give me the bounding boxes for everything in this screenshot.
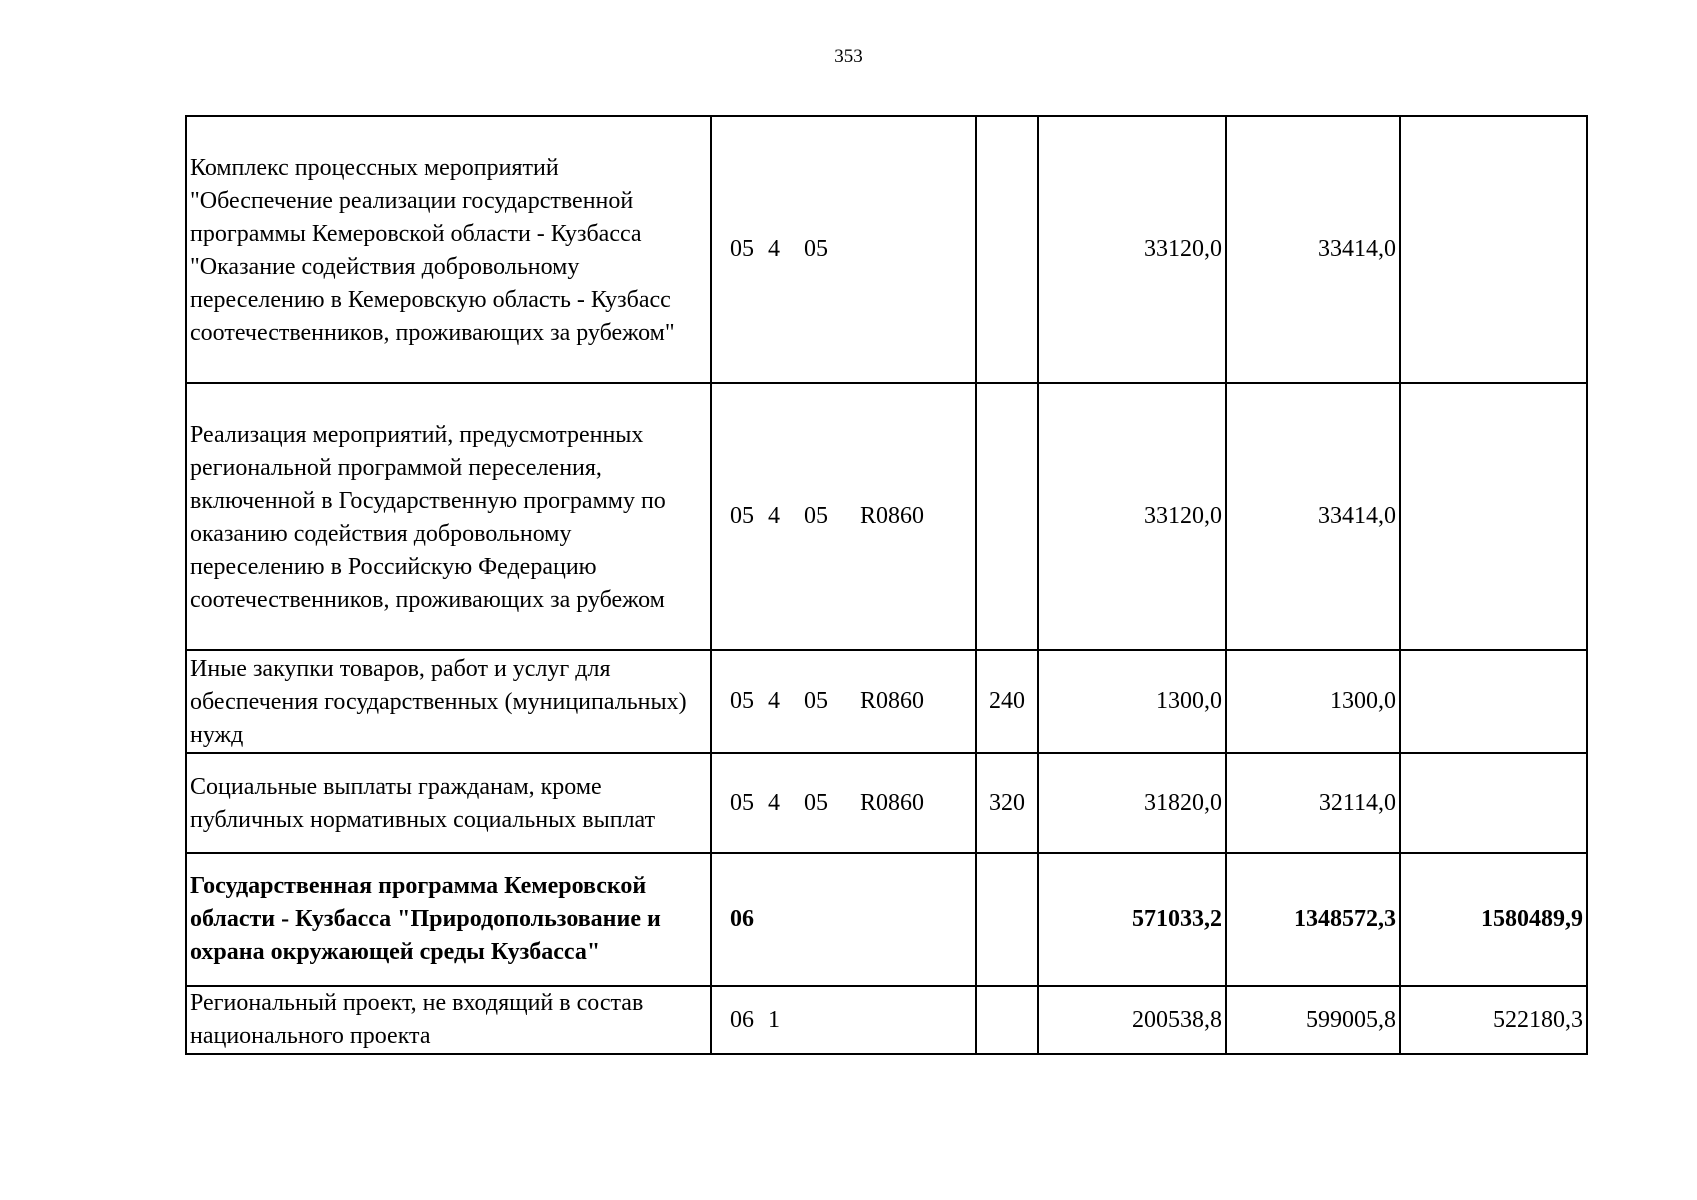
expense-type-cell [976,116,1038,383]
row-codes-cell [711,986,976,1054]
expense-type-cell: 320 [976,753,1038,853]
row-name-cell: Комплекс процессных мероприятий "Обеспечение реализации государственной программы Кемеровской области - Кузбасса "Оказание содействия добровольному переселению в Кемеровскую область - Кузбасс соотечественников, проживающих за рубежом" [186,116,711,383]
amount-year3-cell [1400,650,1587,753]
row-codes-cell [711,650,976,753]
page-number: 353 [834,46,863,67]
program-code: 05 [730,236,754,262]
table-row [186,650,1587,753]
table-row [186,383,1587,650]
expense-type-cell: 240 [976,650,1038,753]
row-name-cell: Региональный проект, не входящий в состав национального проекта [186,986,711,1054]
amount-year3-cell [1400,753,1587,853]
direction-code: R0860 [860,789,925,816]
subprogram-code: 4 [768,789,780,816]
subprogram-code: 4 [768,688,780,714]
amount-year2-cell: 1300,0 [1226,650,1400,753]
amount-year2-cell: 1348572,3 [1226,853,1400,986]
amount-year1-cell: 1300,0 [1038,650,1226,753]
amount-year3-cell [1400,383,1587,650]
expense-type-cell [976,853,1038,986]
expense-type-cell [976,986,1038,1054]
row-name-cell: Реализация мероприятий, предусмотренных региональной программой переселения, включенной в Государственную программу по оказанию содействия добровольному переселению в Российскую Федерацию соотечественников, проживающих за рубежом [186,383,711,650]
amount-year2-cell: 33414,0 [1226,383,1400,650]
expense-type-cell [976,383,1038,650]
table-row [186,753,1587,853]
amount-year2-cell: 32114,0 [1226,753,1400,853]
subprogram-code: 1 [768,1006,780,1033]
program-code: 05 [730,503,754,529]
program-code: 06 [730,906,754,932]
row-name-cell: Государственная программа Кемеровской области - Кузбасса "Природопользование и охрана окружающей среды Кузбасса" [186,853,711,986]
amount-year1-cell: 571033,2 [1038,853,1226,986]
budget-table [185,115,1588,1055]
row-codes-cell [711,116,976,383]
program-code: 06 [730,1006,754,1033]
amount-year1-cell: 33120,0 [1038,383,1226,650]
amount-year2-cell: 599005,8 [1226,986,1400,1054]
table-row [186,986,1587,1054]
amount-year3-cell: 522180,3 [1400,986,1587,1054]
amount-year3-cell [1400,116,1587,383]
program-code: 05 [730,688,754,714]
row-name-cell: Социальные выплаты гражданам, кроме публичных нормативных социальных выплат [186,753,711,853]
event-code: 05 [804,236,828,262]
row-codes-cell [711,383,976,650]
amount-year2-cell: 33414,0 [1226,116,1400,383]
direction-code: R0860 [860,688,925,714]
row-codes-cell [711,753,976,853]
amount-year1-cell: 31820,0 [1038,753,1226,853]
amount-year1-cell: 33120,0 [1038,116,1226,383]
amount-year3-cell: 1580489,9 [1400,853,1587,986]
direction-code: R0860 [860,503,925,529]
subprogram-code: 4 [768,503,780,529]
event-code: 05 [804,503,828,529]
amount-year1-cell: 200538,8 [1038,986,1226,1054]
table-row [186,116,1587,383]
row-name-cell: Иные закупки товаров, работ и услуг для обеспечения государственных (муниципальных) нужд [186,650,711,753]
event-code: 05 [804,688,828,714]
event-code: 05 [804,789,828,816]
subprogram-code: 4 [768,236,780,262]
program-code: 05 [730,789,754,816]
table-row [186,853,1587,986]
row-codes-cell [711,853,976,986]
